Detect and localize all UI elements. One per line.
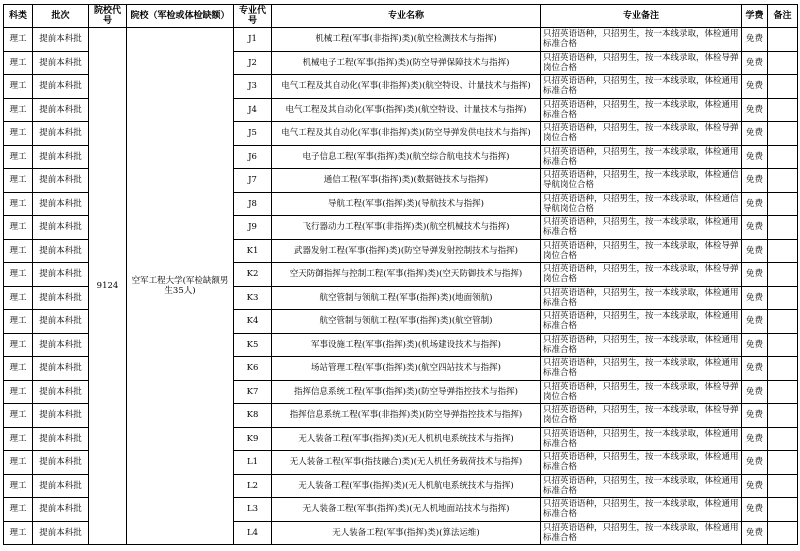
header-school-code: 院校代号 xyxy=(89,5,127,28)
header-batch: 批次 xyxy=(33,5,89,28)
header-row xyxy=(4,5,798,28)
major-name-cell: 场站管理工程(军事(指挥)类)(航空四站技术与指挥) xyxy=(272,357,541,381)
major-code-cell: K7 xyxy=(234,380,272,404)
batch-cell: 提前本科批 xyxy=(33,451,89,475)
batch-cell: 提前本科批 xyxy=(33,404,89,428)
subject-cell: 理工 xyxy=(4,521,33,545)
notes-cell xyxy=(768,310,798,334)
major-name-cell: 无人装备工程(军事(指挥)类)(无人机地面站技术与指挥) xyxy=(272,498,541,522)
tuition-cell: 免费 xyxy=(742,51,768,75)
major-code-cell: L4 xyxy=(234,521,272,545)
tuition-cell: 免费 xyxy=(742,498,768,522)
header-major-code: 专业代号 xyxy=(234,5,272,28)
table-body xyxy=(4,28,798,545)
major-remark-cell: 只招英语语种，只招男生，按一本线录取，体检通用标准合格 xyxy=(541,145,742,169)
major-name-cell: 无人装备工程(军事(指技融合)类)(无人机任务载荷技术与指挥) xyxy=(272,451,541,475)
major-code-cell: K6 xyxy=(234,357,272,381)
major-remark-cell: 只招英语语种，只招男生，按一本线录取，体检通用标准合格 xyxy=(541,310,742,334)
header-school: 院校（军检或体检缺额） xyxy=(127,5,234,28)
major-remark-cell: 只招英语语种，只招男生，按一本线录取，体检通用标准合格 xyxy=(541,498,742,522)
major-code-cell: K2 xyxy=(234,263,272,287)
tuition-cell: 免费 xyxy=(742,474,768,498)
batch-cell: 提前本科批 xyxy=(33,28,89,52)
subject-cell: 理工 xyxy=(4,169,33,193)
subject-cell: 理工 xyxy=(4,239,33,263)
subject-cell: 理工 xyxy=(4,404,33,428)
major-name-cell: 无人装备工程(军事(指挥)类)(无人机航电系统技术与指挥) xyxy=(272,474,541,498)
major-name-cell: 电气工程及其自动化(军事(非指挥)类)(防空导弹发供电技术与指挥) xyxy=(272,122,541,146)
tuition-cell: 免费 xyxy=(742,98,768,122)
batch-cell: 提前本科批 xyxy=(33,286,89,310)
batch-cell: 提前本科批 xyxy=(33,310,89,334)
notes-cell xyxy=(768,169,798,193)
major-remark-cell: 只招英语语种，只招男生，按一本线录取，体检导弹岗位合格 xyxy=(541,122,742,146)
notes-cell xyxy=(768,75,798,99)
notes-cell xyxy=(768,28,798,52)
notes-cell xyxy=(768,216,798,240)
major-code-cell: K4 xyxy=(234,310,272,334)
batch-cell: 提前本科批 xyxy=(33,122,89,146)
batch-cell: 提前本科批 xyxy=(33,145,89,169)
major-name-cell: 军事设施工程(军事(指挥)类)(机场建设技术与指挥) xyxy=(272,333,541,357)
major-name-cell: 电气工程及其自动化(军事(非指挥)类)(航空特设、计量技术与指挥) xyxy=(272,75,541,99)
major-remark-cell: 只招英语语种，只招男生，按一本线录取，体检通用标准合格 xyxy=(541,216,742,240)
major-name-cell: 武器发射工程(军事(指挥)类)(防空导弹发射控制技术与指挥) xyxy=(272,239,541,263)
tuition-cell: 免费 xyxy=(742,333,768,357)
subject-cell: 理工 xyxy=(4,380,33,404)
notes-cell xyxy=(768,239,798,263)
tuition-cell: 免费 xyxy=(742,404,768,428)
tuition-cell: 免费 xyxy=(742,263,768,287)
major-remark-cell: 只招英语语种，只招男生，按一本线录取，体检通用标准合格 xyxy=(541,427,742,451)
major-code-cell: J8 xyxy=(234,192,272,216)
notes-cell xyxy=(768,521,798,545)
major-remark-cell: 只招英语语种，只招男生，按一本线录取，体检通用标准合格 xyxy=(541,28,742,52)
batch-cell: 提前本科批 xyxy=(33,521,89,545)
major-name-cell: 机械工程(军事(非指挥)类)(航空检测技术与指挥) xyxy=(272,28,541,52)
batch-cell: 提前本科批 xyxy=(33,474,89,498)
notes-cell xyxy=(768,98,798,122)
subject-cell: 理工 xyxy=(4,75,33,99)
subject-cell: 理工 xyxy=(4,357,33,381)
subject-cell: 理工 xyxy=(4,333,33,357)
subject-cell: 理工 xyxy=(4,474,33,498)
notes-cell xyxy=(768,145,798,169)
notes-cell xyxy=(768,357,798,381)
tuition-cell: 免费 xyxy=(742,310,768,334)
major-code-cell: L1 xyxy=(234,451,272,475)
notes-cell xyxy=(768,286,798,310)
tuition-cell: 免费 xyxy=(742,169,768,193)
major-remark-cell: 只招英语语种，只招男生，按一本线录取，体检导弹岗位合格 xyxy=(541,404,742,428)
tuition-cell: 免费 xyxy=(742,286,768,310)
major-code-cell: K8 xyxy=(234,404,272,428)
major-code-cell: K1 xyxy=(234,239,272,263)
major-remark-cell: 只招英语语种，只招男生，按一本线录取，体检导弹岗位合格 xyxy=(541,239,742,263)
tuition-cell: 免费 xyxy=(742,239,768,263)
batch-cell: 提前本科批 xyxy=(33,498,89,522)
major-name-cell: 航空管制与领航工程(军事(指挥)类)(航空管制) xyxy=(272,310,541,334)
major-name-cell: 指挥信息系统工程(军事(非指挥)类)(防空导弹指控技术与指挥) xyxy=(272,404,541,428)
table-row xyxy=(4,28,798,52)
major-remark-cell: 只招英语语种，只招男生，按一本线录取，体检通用标准合格 xyxy=(541,98,742,122)
batch-cell: 提前本科批 xyxy=(33,239,89,263)
notes-cell xyxy=(768,51,798,75)
school-name-cell: 空军工程大学(军检缺额男生35人) xyxy=(127,28,234,545)
notes-cell xyxy=(768,404,798,428)
tuition-cell: 免费 xyxy=(742,192,768,216)
subject-cell: 理工 xyxy=(4,498,33,522)
major-code-cell: J5 xyxy=(234,122,272,146)
header-tuition: 学费 xyxy=(742,5,768,28)
major-name-cell: 航空管制与领航工程(军事(指挥)类)(地面领航) xyxy=(272,286,541,310)
major-remark-cell: 只招英语语种，只招男生，按一本线录取，体检通信导航岗位合格 xyxy=(541,192,742,216)
major-code-cell: K9 xyxy=(234,427,272,451)
table-header xyxy=(4,5,798,28)
notes-cell xyxy=(768,474,798,498)
major-remark-cell: 只招英语语种，只招男生，按一本线录取，体检通用标准合格 xyxy=(541,333,742,357)
major-remark-cell: 只招英语语种，只招男生，按一本线录取，体检通用标准合格 xyxy=(541,286,742,310)
notes-cell xyxy=(768,192,798,216)
tuition-cell: 免费 xyxy=(742,357,768,381)
school-code-cell: 9124 xyxy=(89,28,127,545)
tuition-cell: 免费 xyxy=(742,521,768,545)
admissions-table xyxy=(3,4,798,545)
subject-cell: 理工 xyxy=(4,310,33,334)
subject-cell: 理工 xyxy=(4,51,33,75)
major-code-cell: J3 xyxy=(234,75,272,99)
major-name-cell: 飞行器动力工程(军事(非指挥)类)(航空机械技术与指挥) xyxy=(272,216,541,240)
tuition-cell: 免费 xyxy=(742,216,768,240)
tuition-cell: 免费 xyxy=(742,145,768,169)
major-name-cell: 指挥信息系统工程(军事(指挥)类)(防空导弹指控技术与指挥) xyxy=(272,380,541,404)
major-code-cell: J6 xyxy=(234,145,272,169)
major-remark-cell: 只招英语语种，只招男生，按一本线录取，体检通用标准合格 xyxy=(541,75,742,99)
subject-cell: 理工 xyxy=(4,145,33,169)
major-remark-cell: 只招英语语种，只招男生，按一本线录取，体检导弹岗位合格 xyxy=(541,263,742,287)
major-name-cell: 电气工程及其自动化(军事(指挥)类)(航空特设、计量技术与指挥) xyxy=(272,98,541,122)
major-code-cell: L3 xyxy=(234,498,272,522)
major-code-cell: J1 xyxy=(234,28,272,52)
major-name-cell: 空天防御指挥与控制工程(军事(指挥)类)(空天防御技术与指挥) xyxy=(272,263,541,287)
batch-cell: 提前本科批 xyxy=(33,357,89,381)
subject-cell: 理工 xyxy=(4,98,33,122)
subject-cell: 理工 xyxy=(4,427,33,451)
major-remark-cell: 只招英语语种，只招男生，按一本线录取，体检通用标准合格 xyxy=(541,451,742,475)
major-remark-cell: 只招英语语种，只招男生，按一本线录取，体检通信导航岗位合格 xyxy=(541,169,742,193)
major-remark-cell: 只招英语语种，只招男生，按一本线录取，体检导弹岗位合格 xyxy=(541,51,742,75)
batch-cell: 提前本科批 xyxy=(33,75,89,99)
major-name-cell: 导航工程(军事(指挥)类)(导航技术与指挥) xyxy=(272,192,541,216)
subject-cell: 理工 xyxy=(4,216,33,240)
major-name-cell: 通信工程(军事(指挥)类)(数据链技术与指挥) xyxy=(272,169,541,193)
subject-cell: 理工 xyxy=(4,28,33,52)
notes-cell xyxy=(768,451,798,475)
subject-cell: 理工 xyxy=(4,122,33,146)
batch-cell: 提前本科批 xyxy=(33,192,89,216)
major-remark-cell: 只招英语语种，只招男生，按一本线录取，体检通用标准合格 xyxy=(541,474,742,498)
batch-cell: 提前本科批 xyxy=(33,333,89,357)
tuition-cell: 免费 xyxy=(742,427,768,451)
major-remark-cell: 只招英语语种，只招男生，按一本线录取，体检通用标准合格 xyxy=(541,357,742,381)
major-code-cell: L2 xyxy=(234,474,272,498)
major-remark-cell: 只招英语语种，只招男生，按一本线录取，体检导弹岗位合格 xyxy=(541,380,742,404)
batch-cell: 提前本科批 xyxy=(33,169,89,193)
batch-cell: 提前本科批 xyxy=(33,263,89,287)
batch-cell: 提前本科批 xyxy=(33,216,89,240)
subject-cell: 理工 xyxy=(4,451,33,475)
notes-cell xyxy=(768,333,798,357)
major-code-cell: K5 xyxy=(234,333,272,357)
major-remark-cell: 只招英语语种，只招男生，按一本线录取，体检通用标准合格 xyxy=(541,521,742,545)
major-name-cell: 电子信息工程(军事(指挥)类)(航空综合航电技术与指挥) xyxy=(272,145,541,169)
subject-cell: 理工 xyxy=(4,263,33,287)
notes-cell xyxy=(768,427,798,451)
header-subject: 科类 xyxy=(4,5,33,28)
subject-cell: 理工 xyxy=(4,286,33,310)
batch-cell: 提前本科批 xyxy=(33,98,89,122)
major-name-cell: 无人装备工程(军事(指挥)类)(算法运维) xyxy=(272,521,541,545)
notes-cell xyxy=(768,380,798,404)
header-remarks: 专业备注 xyxy=(541,5,742,28)
header-major-name: 专业名称 xyxy=(272,5,541,28)
batch-cell: 提前本科批 xyxy=(33,380,89,404)
batch-cell: 提前本科批 xyxy=(33,427,89,451)
major-code-cell: J2 xyxy=(234,51,272,75)
tuition-cell: 免费 xyxy=(742,28,768,52)
subject-cell: 理工 xyxy=(4,192,33,216)
tuition-cell: 免费 xyxy=(742,122,768,146)
tuition-cell: 免费 xyxy=(742,75,768,99)
notes-cell xyxy=(768,498,798,522)
major-code-cell: J9 xyxy=(234,216,272,240)
tuition-cell: 免费 xyxy=(742,451,768,475)
header-notes: 备注 xyxy=(768,5,798,28)
tuition-cell: 免费 xyxy=(742,380,768,404)
major-name-cell: 机械电子工程(军事(指挥)类)(防空导弹保障技术与指挥) xyxy=(272,51,541,75)
major-name-cell: 无人装备工程(军事(指挥)类)(无人机机电系统技术与指挥) xyxy=(272,427,541,451)
notes-cell xyxy=(768,263,798,287)
notes-cell xyxy=(768,122,798,146)
batch-cell: 提前本科批 xyxy=(33,51,89,75)
major-code-cell: K3 xyxy=(234,286,272,310)
major-code-cell: J7 xyxy=(234,169,272,193)
major-code-cell: J4 xyxy=(234,98,272,122)
